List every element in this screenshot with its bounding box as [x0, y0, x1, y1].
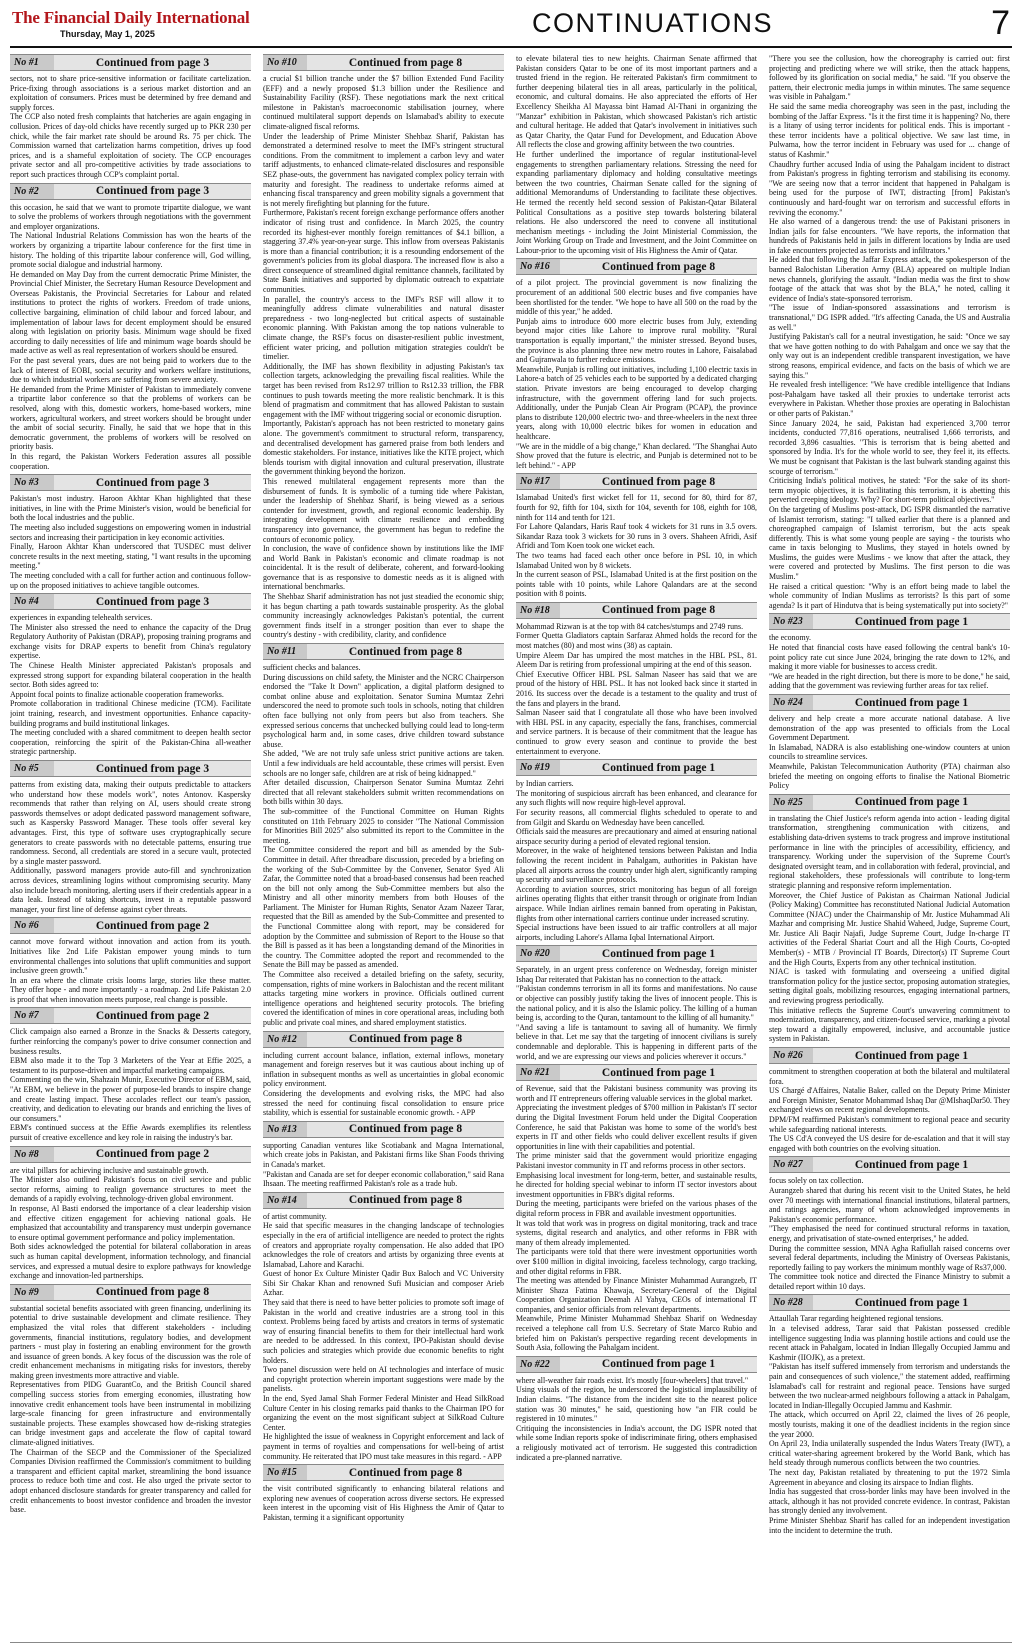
story-paragraph: Click campaign also earned a Bronze in the Snacks & Desserts category, further reinforcing the company's power to drive consumer connection and business results. [10, 1027, 251, 1056]
story-paragraph: US Chargé d'Affaires, Natalie Baker, called on the Deputy Prime Minister and Foreign Minister, Senator Mohammad Ishaq Dar @MIshaqDar50. They exchanged views on recent regional developments. [769, 1086, 1010, 1115]
story-paragraph: Justifying Pakistan's call for a neutral investigation, he said: "Once we say that we have gotten nothing to do with Pahalgam and once we say that the only way out is an independent credible transparent investigation, we have strong reasons, empirical evidence, and facts on the basis of which we are saying this." [769, 332, 1010, 380]
story-paragraph: Moreover, the Chief Justice of Pakistan as Chairman National Judicial (Policy Making) Committee has reconstituted National Judicial Automation Committee (NJAC) under the Chairmanship of Mr. Justice Muhammad Ali Mazhar and comprising Mr. Justice Shahid Waheed, Judge, Supreme Court, Mr. Justice Ali Baqir Najafi, Judge Supreme Court, Judge In-charge IT activities of the Federal Shariat Court and all the High Courts, Co-opted Member(s) - MTB / Provincial IT Boards, Director(s) IT Supreme Court and the High Courts, Experts from any other technical institution. [769, 890, 1010, 967]
story-header [10, 474, 251, 491]
story-paragraph: During the committee session, MNA Agha Rafiullah raised concerns over several federal departments, including the Ministry of Overseas Pakistanis, reportedly failing to pay workers the minimum monthly wage of Rs37,000. [769, 1243, 1010, 1272]
story-number: No #4 [10, 594, 54, 609]
story-number: No #9 [10, 1285, 54, 1300]
continued-from-label: Continued from page 8 [95, 1286, 210, 1299]
story-paragraph: The Committee considered the report and bill as amended by the Sub-Committee in detail. After threadbare discussion, preceded by a briefing on the working of the Sub-Committee by the Convener, Senator Syed Ali Zafar, the Committee noted that a broad-based consensus had been reached on the bill not only among the Sub-Committee members but also the Ministry and all other minority members from both Houses of the Parliament. The Minister for Human Rights, Senator Azam Nazeer Tarar, requested that the Bill as amended by the Sub-Committee and presented to the Functional Committee along with report, may be considered for adoption by the Committee and submission of Report to the House so that the Bill is passed as it has been a longstanding demand of the Minorities in the country. The Committee adopted the report and recommended to the Senate the Bill may be passed as amended. [263, 845, 504, 970]
story-paragraph: In a televised address, Tarar said that Pakistan possessed credible intelligence suggesting India was planning hostile actions and could use the recent attack in Pahalgam, located in Indian Illegally Occupied Jammu and Kashmir (IIOJK), as a pretext. [769, 1324, 1010, 1362]
story-paragraph: in translating the Chief Justice's reform agenda into action - leading digital transformation, strengthening communication with citizens, and establishing data-driven systems to track progress and improve institutional performance in line with the principles of accessibility, efficiency, and transparency. Working under the supervision of the Supreme Court's designated oversight team, and in collaboration with federal, provincial, and regional stakeholders, these professionals will contribute to long-term strategic planning and responsive reform implementation. [769, 813, 1010, 890]
story-paragraph: Furthermore, Pakistan's recent foreign exchange performance offers another indicator of rising trust and confidence. In March 2025, the country recorded its highest-ever monthly foreign remittances of $4.1 billion, a staggering 37.4% year-on-year surge. This inflow from overseas Pakistanis is more than a financial contribution; it is a resounding endorsement of the government's policies from its global diaspora. The increased flow is also a direct consequence of streamlined digital remittance channels, facilitated by State Bank initiatives and supported by diplomatic outreach to expatriate communities. [263, 208, 504, 295]
story-paragraph: EBM's continued success at the Effie Awards exemplifies its relentless pursuit of creative excellence and key role in raising the industry's bar. [10, 1123, 251, 1142]
story-number: No #10 [263, 55, 307, 70]
story-paragraph: During the meeting, participants were briefed on the various phases of the digital reform process in FBR and available investment opportunities. [516, 1199, 757, 1218]
story-paragraph: Chief Executive Officer HBL PSL Salman Naseer has said that we are proud of the history of HBL PSL. It has not looked back since it started in 2016. Its success over the decade is a testament to the quality and trust of the fans and players in the brand. [516, 669, 757, 708]
story-paragraph: of artist community. [263, 1211, 327, 1221]
continued-from-label: Continued from page 2 [95, 919, 210, 932]
story-paragraph: Both sides acknowledged the potential for bilateral collaboration in areas such as human capital development, information technology, and financial services, and expressed a mutual desire to explore pathways for knowledge exchange and innovation-led partnerships. [10, 1242, 251, 1281]
story-paragraph: DPM/FM reaffirmed Pakistan's commitment to regional peace and security while safeguarding national interests. [769, 1114, 1010, 1134]
story-paragraph: Additionally, the IMF has shown flexibility in adjusting Pakistan's tax collection targets, acknowledging the prevailing fiscal realities. While the target has been revised from Rs12.97 trillion to Rs12.33 trillion, the FBR continues to push towards meeting the more realistic benchmark. It is this blend of pragmatism and commitment that has allowed Pakistan to sustain engagement with the IMF without triggering social or economic disruption. [263, 361, 504, 419]
story-header [769, 794, 1010, 811]
story-paragraph: He raised a critical question: "Why is an effort being made to label the whole community of Indian Muslims as terrorists? Is this part of some agenda? Is it part of Hindutva that is being systematically put into society?" [769, 581, 1010, 610]
story-body [10, 494, 251, 590]
story [263, 1121, 504, 1189]
story-paragraph: The two teams had faced each other once before in PSL 10, in which Islamabad United won by 8 wickets. [516, 550, 757, 570]
continued-from-label: Continued from page 8 [601, 475, 716, 488]
story-paragraph: The meeting concluded with a call for further action and continuous follow-up on the proposed initiatives to achieve tangible outcomes. [10, 570, 251, 590]
story-paragraph: are vital pillars for achieving inclusive and sustainable growth. [10, 1165, 209, 1175]
story-paragraph: The Committee also received a detailed briefing on the safety, security, compensation, rights of mine workers in Balochistan and the recent militant attacks targeting mine workers in province. Officials outlined current intelligence operations and heightened security protocols. The briefing covered the identification of mines in core operational areas, including both public and private coal mines, and shared employment statistics. [263, 970, 504, 1027]
story-paragraph: The committee took notice and directed the Finance Ministry to submit a detailed report within 10 days. [769, 1272, 1010, 1291]
story-number: No #21 [516, 1065, 560, 1080]
story-paragraph: It was told that work was in progress on digital monitoring, track and trace systems, digital research and analytics, and other reforms in FBR with many of them already implemented. [516, 1218, 757, 1247]
story-paragraph: The prime minister said that the government would prioritize engaging Pakistani investor community in IT and reforms process in other sectors. [516, 1151, 757, 1170]
story-paragraph: He said the same media choreography was seen in the past, including the bombing of the Jaffar Express. "Is it the first time it is happening? No, there is a litany of using terror incidents for political ends. This is important - these terror incidents have a political objective. We saw last time, in Pulwama, how the terror incident in February was used for ... change of status of Kashmir." [769, 101, 1010, 159]
story [516, 54, 757, 255]
story-body [516, 965, 757, 1061]
story-header [263, 1192, 504, 1209]
story-body [516, 779, 757, 942]
story-body [263, 1212, 504, 1461]
story-paragraph: Since January 2024, he said, Pakistan had experienced 3,700 terror incidents, conducted 77,816 operations, neutralised 1,666 terrorists, and recorded 3,896 casualties. "This is terrorism that is being abetted and sponsored by India. It's for the whole world to see, they feel it, its effects. We must be cognisant that Pakistan is the last bulwark standing against this scourge of terrorism." [769, 418, 1010, 476]
continued-from-label: Continued from page 1 [601, 761, 716, 774]
story-paragraph: Prime Minister Shehbaz Sharif has called for an independent investigation into the incident to determine the truth. [769, 1515, 1010, 1535]
story-header [769, 1047, 1010, 1064]
story-paragraph: cannot move forward without innovation and action from its youth. Initiatives like 2nd Life Pakistan empower young minds to turn environmental challenges into solutions that uplift communities and support inclusive green growth." [10, 937, 251, 976]
story [10, 474, 251, 590]
story-header [10, 183, 251, 200]
story-paragraph: the visit contributed significantly to enhancing bilateral relations and exploring new avenues of cooperation across diverse sectors. He expressed keen interest in the upcoming visit of His Highness the Amir of Qatar to Pakistan, terming it a significant opportunity [263, 1484, 504, 1522]
continued-from-label: Continued from page 8 [348, 56, 463, 69]
story-header [10, 593, 251, 610]
story-paragraph: He said that specific measures in the changing landscape of technologies especially in the era of artificial intelligence are needed to protect the rights of creators and appropriate royalty compensation. He also added that IPO acknowledges the role of creators and artists by organizing three events at Islamabad, Lahore and Karachi. [263, 1221, 504, 1269]
story [769, 1156, 1010, 1291]
story-paragraph: patterns from existing data, making their outputs predictable to attackers who understand how these models work", notes Antonov. Kaspersky recommends that rather than relying on AI, users should create strong passwords themselves or adopt dedicated password management software, such as Kaspersky Password Manager. These tools offer several key advantages. First, this type of software uses cryptographically secure generators to create passwords with no detectable patterns, ensuring true randomness. Second, all credentials are stored in a secure vault, protected by a single master password. [10, 780, 251, 866]
story-number: No #17 [516, 474, 560, 489]
continued-from-label: Continued from page 1 [854, 1158, 969, 1171]
story-paragraph: "We are in the middle of a big change," Khan declared. "The Shanghai Auto Show proved that the future is electric, and Punjab is determined not to be left behind." - APP [516, 441, 757, 470]
story-number: No #14 [263, 1193, 307, 1208]
story-number: No #5 [10, 761, 54, 776]
story-number: No #25 [769, 795, 813, 810]
footer-rule [10, 1642, 1012, 1643]
story-header [516, 759, 757, 776]
story-paragraph: He also warned of a dangerous trend: the use of Pakistani prisoners in Indian jails for false encounters. "We have reports, the information that hundreds of Pakistanis held in jails in different locations by India are used in fake encounters projected as terrorists and infiltrators." [769, 217, 1010, 255]
story [10, 760, 251, 914]
story-paragraph: In conclusion, the wave of confidence shown by institutions like the IMF and World Bank in Pakistan's economic and climate roadmap is not coincidental. It is the result of deliberate, coherent, and forward-looking governance that is as responsive to domestic needs as it is aligned with international benchmarks. [263, 544, 504, 592]
story [263, 643, 504, 1028]
story-number: No #11 [263, 644, 307, 659]
story-paragraph: He demanded on May Day from the current democratic Prime Minister, the Provincial Chief Minister, the Secretary Human Resource Development and Overseas Pakistanis, the Provincial Secretaries for Labour and related institutions to protect the rights of workers. Freedom of trade unions, collective bargaining, elimination of child labour and forced labour, and implementation of labour laws for decent employment should be ensured along with legislation on priority basis. Minimum wage should be fixed according to daily necessities of life and minimum wage boards should be made active as well as real representation of workers should be ensured. [10, 269, 251, 356]
story-paragraph: delivery and help create a more accurate national database. A live demonstration of the app was presented to officials from the Local Government Department. [769, 714, 1010, 743]
story-paragraph: In Islamabad, NADRA is also establishing one-window counters at union councils to streamline services. [769, 742, 1010, 762]
story-paragraph: In an era where the climate crisis looms large, stories like these matter. They offer hope - and more importantly - a roadmap. 2nd Life Pakistan 2.0 is proof that when innovation meets purpose, real change is possible. [10, 975, 251, 1004]
continued-from-label: Continued from page 8 [348, 1194, 463, 1207]
story-paragraph: Additionally, password managers provide auto-fill and synchronization across devices, streamlining logins without compromising security. Many also include breach monitoring, alerting users if their credentials appear in a data leak. Instead of taking shortcuts, invest in a reputable password manager, your first line of defense against cyber threats. [10, 866, 251, 914]
story-body [769, 633, 1010, 691]
continued-from-label: Continued from page 1 [854, 796, 969, 809]
story-header [10, 760, 251, 777]
story-paragraph: Former Quetta Gladiators captain Sarfaraz Ahmed holds the record for the most matches (80) and most wins (38) as captain. [516, 631, 757, 651]
story-body [10, 203, 251, 472]
continued-from-label: Continued from page 1 [854, 1049, 969, 1062]
story-body [263, 1051, 504, 1118]
continued-from-label: Continued from page 3 [95, 595, 210, 608]
story-number: No #20 [516, 946, 560, 961]
continued-from-label: Continued from page 2 [95, 1009, 210, 1022]
story-body [10, 613, 251, 757]
story-paragraph: The Chairman of the SECP and the Commissioner of the Specialized Companies Division reaffirmed the Commission's commitment to building a transparent and efficient capital market, streamlining the bond issuance process to reduce both time and cost. He also urged the private sector to adopt enhanced disclosure standards for greater transparency and called for credit enhancements to boost investor confidence and broaden the investor base. [10, 1447, 251, 1515]
story-body [263, 74, 504, 640]
column-2 [263, 54, 504, 1639]
paper-name: The Financial Daily International [12, 8, 250, 27]
story-header [263, 643, 504, 660]
story-header [10, 917, 251, 934]
continued-from-label: Continued from page 3 [95, 185, 210, 198]
story-number: No #27 [769, 1157, 813, 1172]
story-paragraph: Appreciating the investment pledges of $700 million in Pakistan's IT sector during the Digital Investment Forum held under the Digital Cooperation Conference, he said that Pakistan was home to some of the world's best experts in IT and other fields who could deliver excellent results if given opportunities in line with their capabilities and potential. [516, 1103, 757, 1151]
story-body [516, 493, 757, 599]
story-paragraph: The Minister also stressed the need to enhance the capacity of the Drug Regulatory Authority of Pakistan (DRAP), proposing training programs and exchange visits for DRAP experts to benefit from China's regulatory expertise. [10, 622, 251, 661]
story [769, 1294, 1010, 1535]
story-paragraph: experiences in expanding telehealth services. [10, 613, 153, 623]
story-body [516, 1376, 757, 1462]
story [516, 258, 757, 470]
story-paragraph: Aurangzeb shared that during his recent visit to the United States, he held over 70 meetings with international financial institutions, bilateral partners, and ratings agencies, many of whom acknowledged improvements in Pakistan's economic performance. [769, 1185, 1010, 1224]
story-paragraph: "Pakistan condemns terrorism in all its forms and manifestations. No cause or objective can possibly justify taking the lives of innocent people. This is the national policy, and it is also the Islamic policy. The killing of a human being is, according to the Quran, tantamount to the killing of all humanity." [516, 984, 757, 1023]
story-number: No #1 [10, 55, 54, 70]
story-paragraph: According to aviation sources, strict monitoring has begun of all foreign airlines operating flights that either transit through or originate from Indian airspace. While Indian airlines remain banned from operating in Pakistan, flights from other international carriers continue under increased scrutiny. [516, 884, 757, 923]
story-header [516, 473, 757, 490]
story [10, 1146, 251, 1281]
continued-from-label: Continued from page 1 [601, 947, 716, 960]
column-4 [769, 54, 1010, 1639]
story-paragraph: Officials said the measures are precautionary and aimed at ensuring national airspace security during a period of elevated regional tension. [516, 827, 757, 846]
story-paragraph: The sub-committee of the Functional Committee on Human Rights constituted on 11th February 2025 to consider "The National Commission for Minorities Bill 2025" also submitted its report to the Committee in the meeting. [263, 806, 504, 845]
story-paragraph: Using visuals of the region, he underscored the logistical implausibility of Indian claims. "The distance from the incident site to the nearest police station was 30 minutes," he said, questioning how "an FIR could be registered in 10 minutes." [516, 1385, 757, 1424]
continued-from-label: Continued from page 8 [601, 260, 716, 273]
story-paragraph: The National Industrial Relations Commission has won the hearts of the workers by organizing a tripartite labour conference for the first time in history. The holding of this tripartite labour conference will, God willing, promote social dialogue and industrial harmony. [10, 231, 251, 270]
story-header [769, 613, 1010, 630]
story-number: No #19 [516, 760, 560, 775]
story-body [10, 1304, 251, 1515]
story-paragraph: The Minister also outlined Pakistan's focus on civil service and public sector reforms, aiming to realign governance structures to meet the demands of a rapidly evolving, technology-driven global environment. [10, 1175, 251, 1204]
story-paragraph: They said that there is need to have better policies to promote soft image of Pakistan in the world and creative industries are a strong tool in this context. Problems being faced by artists and creators in terms of systematic way of ensuring financial benefits to them for their intellectual hard work are needed to be addressed. In this context, IPO-Pakistan should devise such policies and strategies which provide due economic benefits to right holders. [263, 1298, 504, 1365]
story [10, 183, 251, 472]
story-paragraph: supporting Canadian ventures like Scotiabank and Magna International, which create jobs in Pakistan, and Pakistani firms like Shan Foods thriving in Canada's market. [263, 1140, 504, 1169]
story-paragraph: "Pakistan has itself suffered immensely from terrorism and understands the pain and consequences of such violence," the statement added, reaffirming Islamabad's call for restraint and regional peace. Tensions have surged between the two nuclear-armed neighbours following a attack in Pahalgam, located in Indian-Illegally Occupied Jammu and Kashmir. [769, 1362, 1010, 1410]
story-paragraph: EBM also made it to the Top 3 Marketers of the Year at Effie 2025, a testament to its purpose-driven and impactful marketing campaigns. [10, 1056, 251, 1075]
story-number: No #22 [516, 1357, 560, 1372]
story-paragraph: Considering the developments and evolving risks, the MPC had also stressed the need for continuing fiscal consolidation to ensure price stability, which is essential for sustainable economic growth. - APP [263, 1088, 504, 1118]
story-paragraph: After detailed discussion, Chairperson Senator Sumina Mumtaz Zehri directed that all relevant stakeholders submit written recommendations on both bills within 30 days. [263, 778, 504, 807]
story-paragraph: Salman Naseer said that I congratulate all those who have been involved with HBL PSL in any capacity, especially the fans, franchises, commercial and service partners. It is because of their commitment that the league has continued to grow every season and continue to provide the best entertainment to everyone. [516, 708, 757, 756]
story [263, 1464, 504, 1522]
story [10, 1284, 251, 1515]
continued-from-label: Continued from page 8 [348, 1033, 463, 1046]
story-paragraph: The meeting also included suggestions on empowering women in industrial sectors and increasing their participation in key economic activities. [10, 522, 251, 542]
story-paragraph: Chaudhry further accused India of using the Pahalgam incident to distract from Pakistan's progress in fighting terrorism and stabilising its economy. "We are seeing now that a terror incident that happened in Pahalgam is being used for the purpose of IWT, distracting [from] Pakistan's continuously and hard-fought war on terrorism and successful efforts in reviving the economy." [769, 159, 1010, 217]
story-header [516, 602, 757, 619]
story-number: No #23 [769, 614, 813, 629]
story [10, 593, 251, 757]
story-paragraph: In the end, Syed Jamal Shah Former Federal Minister and Head SilkRoad Culture Center in his closing remarks paid thanks to the Chairman IPO for organizing the event on the most significant subject at SilkRoad Culture Center. [263, 1394, 504, 1432]
story-paragraph: the economy. [769, 633, 811, 643]
continued-from-label: Continued from page 1 [854, 1296, 969, 1309]
story-paragraph: Meanwhile, Prime Minister Muhammad Shehbaz Sharif on Wednesday received a telephone call from U.S. Secretary of State Marco Rubio and briefed him on Pakistan's perspective regarding recent developments in South Asia, following the Pahalgam incident. [516, 1314, 757, 1353]
story-header [263, 1464, 504, 1481]
continued-from-label: Continued from page 3 [95, 476, 210, 489]
story-body [263, 663, 504, 1028]
story-paragraph: "There you see the collusion, how the choreography is carried out: first projecting and predicting where we will strike, then the attack happens, followed by its glorification on social media," he said. "If you observe the pattern, their electronic media jumps in within minutes. The same sequence was visible in Pahalgam." [769, 54, 1010, 102]
story-paragraph: The CCP also noted fresh complaints that hatcheries are again engaging in collusion. Prices of day-old chicks have recently surged up to PKR 230 per chick, while the fair market rate should be around Rs. 75 per chick. The Commission warned that cartelization harms competition, drives up food prices, and is a shameful exploitation of society. The CCP encourages private sector and all pro-competitive activities by trade associations to report such practices through CCP's complaint portal. [10, 112, 251, 179]
page-number: 7 [991, 4, 1010, 42]
story-paragraph: The Chinese Health Minister appreciated Pakistan's proposals and expressed strong support for expanding bilateral cooperation in the health sector. Both sides agreed to: [10, 661, 251, 690]
story-body [769, 54, 1010, 610]
story [516, 473, 757, 599]
story-body [516, 1084, 757, 1353]
story-paragraph: Critiquing the inconsistencies in India's account, the DG ISPR noted that while some Indian reports spoke of indiscriminate firing, others emphasised a religiously motivated act of terrorism. He suggested this contradiction indicated a pre-planned narrative. [516, 1423, 757, 1462]
story-paragraph: "The issue of Indian-sponsored assassinations and terrorism is transnational," DG ISPR added. "It's affecting Canada, the US and Australia as well." [769, 303, 1010, 332]
story-body [769, 1067, 1010, 1153]
masthead-rule [10, 46, 1012, 48]
story-paragraph: Under the leadership of Prime Minister Shehbaz Sharif, Pakistan has demonstrated a determined resolve to meet the IMF's stringent structural conditions. From the commitment to implement a carbon levy and water tariff adjustments, to enhanced climate-related disclosures and responsible SEZ phase-outs, the government has navigated complex policy terrain with maturity and foresight. The readiness to undertake reforms aimed at enhancing fiscal transparency and green mobility signals a government that is not merely firefighting but planning for the future. [263, 131, 504, 208]
page-columns [10, 54, 1012, 1639]
story-body [10, 74, 251, 180]
story-header [769, 1156, 1010, 1173]
story [769, 694, 1010, 791]
story-paragraph: a crucial $1 billion tranche under the $7 billion Extended Fund Facility (EFF) and a newly proposed $1.3 billion under the Resilience and Sustainability Facility (RSF). These negotiations mark the next critical milestone in Pakistan's macroeconomic stabilisation journey, where continued multilateral support depends on Islamabad's ability to execute climate-aligned fiscal reforms. [263, 74, 504, 131]
story-paragraph: including current account balance, inflation, external inflows, monetary management and foreign reserves but it was cautious about inching up of inflation in subsequent months as well as uncertainties in global economic policy environment. [263, 1050, 504, 1089]
story-header [263, 54, 504, 71]
story-paragraph: Umpire Aleem Dar has umpired the most matches in the HBL PSL, 81. Aleem Dar is retiring from professional umpiring at the end of this season. [516, 650, 757, 670]
story-paragraph: During discussions on child safety, the Minister and the NCRC Chairperson endorsed the "Take It Down" application, a digital platform designed to combat online abuse and exploitation. Senator Sumina Mumtaz Zehri underscored the need to promote such tools in schools, noting that children often face bullying not only from peers but also from teachers. She expressed serious concerns that unchecked bullying could lead to long-term psychological harm and, in some cases, drive children toward substance abuse. [263, 672, 504, 749]
story-paragraph: of Revenue, said that the Pakistani business community was proving its worth and IT entrepreneurs offering valuable services in the global market. [516, 1084, 757, 1103]
story [263, 1192, 504, 1461]
story-paragraph: where all-weather fair roads exist. It's mostly [four-wheelers] that travel." [516, 1375, 749, 1385]
story-paragraph: For the past several years, dues are not being paid to workers due to the lack of interest of EOBI, social security and workers welfare institutions, due to which industrial workers are suffering from severe anxiety. [10, 356, 251, 385]
story-paragraph: by Indian carriers. [516, 779, 574, 789]
story [516, 945, 757, 1061]
story-paragraph: Guest of honor Ex Culture Minister Qadir Bux Baloch and VC University Sibi Sir Chakar Khan and renowned Sufi Musician and composer Arieb Azhar. [263, 1269, 504, 1298]
story-number: No #7 [10, 1008, 54, 1023]
story-paragraph: For security reasons, all commercial flights scheduled to operate to and from Gilgit and Skardu on Wednesday have been cancelled. [516, 807, 757, 827]
story [263, 1031, 504, 1118]
story-paragraph: commitment to strengthen cooperation at both the bilateral and multilateral fora. [769, 1067, 1010, 1086]
story-paragraph: "Pakistan and Canada are set for deeper economic collaboration," said Rana Ihsaan. The meeting reaffirmed Pakistan's role as a trade hub. [263, 1169, 504, 1189]
story [263, 54, 504, 640]
continued-from-label: Continued from page 8 [348, 1123, 463, 1136]
story-paragraph: He revealed fresh intelligence: "We have credible intelligence that Indians post-Pahalgam have tasked all their proxies to undertake terrorist acts everywhere in Pakistan. Whether those proxies are operating in Balochistan or other parts of Pakistan." [769, 380, 1010, 418]
story-paragraph: Appoint focal points to finalize actionable cooperation frameworks. [10, 689, 224, 699]
story [769, 794, 1010, 1044]
story-paragraph: The meeting was attended by Finance Minister Muhammad Aurangzeb, IT Minister Shaza Fatima Khawaja, Secretary-General of the Digital Cooperation Organization Deemah Al Yahya, CEOs of international IT companies, and senior officials from relevant departments. [516, 1276, 757, 1314]
story-paragraph: In parallel, the country's access to the IMF's RSF will allow it to meaningfully address climate vulnerabilities and natural disaster preparedness - two long-neglected but critical aspects of sustainable economic planning. With Pakistan among the top nations vulnerable to climate change, the RSF's focus on disaster-resilient public investment, efficient water pricing, and pollution mitigation strategies couldn't be timelier. [263, 294, 504, 362]
story-body [516, 622, 757, 756]
story-body [769, 814, 1010, 1044]
story-body [516, 54, 757, 255]
story-paragraph: He further underlined the importance of regular institutional-level engagements to strengthen parliamentary relations. Stressing the need for expanding parliamentary diplomacy and holding consultative meetings between the two countries, Chairman Senate called for the signing of additional Memorandums of Understanding to facilitate these objectives. He termed the recently held second session of Pakistan-Qatar Bilateral Political Consultations as a positive step towards bolstering bilateral relations. He also underscored the need to convene all institutional mechanism meetings - including the Joint Ministerial Commission, the Joint Working Group on Trade and Investment, and the Joint Committee on Labour-prior to the upcoming visit of His Highness the Amir of Qatar. [516, 149, 757, 255]
story-body [263, 1141, 504, 1189]
story-number: No #12 [263, 1032, 307, 1047]
story-header [263, 1031, 504, 1048]
continued-from-label: Continued from page 2 [95, 1148, 210, 1161]
story-paragraph: substantial societal benefits associated with green financing, underlining its potential to drive sustainable development and climate resilience. They emphasized the vital roles that different stakeholders - including governments, financial institutions, regulatory bodies, and development partners - must play in fostering an enabling environment for the growth and issuance of green bonds. A key focus of the discussion was the role of credit enhancement mechanisms in mitigating risks for investors, thereby making green investments more attractive and viable. [10, 1303, 251, 1380]
story-paragraph: Meanwhile, Pakistan Telecommunication Authority (PTA) chairman also briefed the meeting on ongoing efforts to finalise the National Biometric Policy [769, 761, 1010, 791]
story-header [516, 258, 757, 275]
story-paragraph: On April 23, India unilaterally suspended the Indus Waters Treaty (IWT), a critical water-sharing agreement brokered by the World Bank, which has held steady through numerous conflicts between the two countries. [769, 1439, 1010, 1468]
story-paragraph: Mohammad Rizwan is at the top with 84 catches/stumps and 2749 runs. [516, 621, 744, 631]
continued-from-label: Continued from page 1 [854, 696, 969, 709]
story-paragraph: The meeting concluded with a shared commitment to deepen health sector cooperation, reinforcing the spirit of the Pakistan-China all-weather strategic partnership. [10, 728, 251, 757]
story [516, 602, 757, 756]
story-paragraph: sufficient checks and balances. [263, 663, 361, 673]
story-paragraph: sectors, not to share price-sensitive information or facilitate cartelization. Price-fixing through associations is a serious market distortion and an exploitation of consumers. Prices must be determined by free demand and supply forces. [10, 74, 251, 112]
story-paragraph: In this regard, the Pakistan Workers Federation assures all possible cooperation. [10, 451, 251, 471]
column-3 [516, 54, 757, 1639]
story-paragraph: Promote collaboration in traditional Chinese medicine (TCM). Facilitate joint training, research, and investment opportunities. Enhance capacity-building programs and build institutional linkages. [10, 699, 251, 728]
story-paragraph: Separately, in an urgent press conference on Wednesday, foreign minister Ishaq Dar reiterated that Pakistan has no connection to the attack. [516, 965, 757, 984]
story-paragraph: Special instructions have been issued to air traffic controllers at all major airports, including Lahore's Allama Iqbal International Airport. [516, 923, 757, 942]
story-header [516, 1356, 757, 1373]
story-paragraph: On the targeting of Muslims post-attack, DG ISPR dismantled the narrative of Islamist terrorism, stating: "I talked earlier that there is a planned and choreographed campaign of Islamist terrorism, but the acts speak differently. This is what some young people are saying - the tourists who came in taxis belonging to Muslims, they stayed in hotels owned by Muslims, the guides were Muslims - we know that after the attack, they were covered and protected by Muslims. The first person to die was Muslim." [769, 504, 1010, 582]
story [10, 917, 251, 1004]
story-number: No #24 [769, 695, 813, 710]
story-number: No #2 [10, 184, 54, 199]
story-paragraph: Punjab aims to introduce 600 more electric buses from July, extending beyond major cities like Lahore to improve rural mobility. "Rural transportation is equally important," the minister stressed. Beyond buses, the province is also planning three new metro routes in Lahore, Faisalabad and Gujranwala to further reduce emissions. [516, 316, 757, 365]
story-paragraph: This initiative reflects the Supreme Court's unwavering commitment to modernization, transparency, and citizen-focused service, marking a pivotal step toward a digitally empowered, inclusive, and accountable justice system in Pakistan. [769, 1005, 1010, 1044]
story-paragraph: Islamabad United's first wicket fell for 11, second for 80, third for 87, fourth for 92, fifth for 104, sixth for 104, seventh for 108, eighth for 108, ninth for 114 and tenth for 121. [516, 493, 757, 522]
story-paragraph: "We are headed in the right direction, but there is more to be done," he said, adding that the government was reviewing further areas for tax relief. [769, 671, 1010, 691]
story-paragraph: NJAC is tasked with formulating and overseeing a unified digital transformation policy for the justice sector, proposing automation strategies, setting digital goals, mobilizing resources, engaging international partners, and reviewing progress periodically. [769, 967, 1010, 1006]
story [516, 1356, 757, 1462]
story-paragraph: focus solely on tax collection. [769, 1176, 864, 1186]
story-paragraph: The monitoring of suspicious aircraft has been enhanced, and clearance for any such flights will now require high-level approval. [516, 788, 757, 808]
story-paragraph: this occasion, he said that we want to promote tripartite dialogue, we want to solve the problems of workers through negotiations with the government and employer organizations. [10, 202, 251, 231]
column-1 [10, 54, 251, 1639]
story-paragraph: For Lahore Qalandars, Haris Rauf took 4 wickets for 31 runs in 3.5 overs. Sikandar Raza took 3 wickets for 30 runs in 3 overs. Shaheen Afridi, Asif Afridi and Tom Koen took one wicket each. [516, 522, 757, 551]
story-header [10, 1007, 251, 1024]
story-paragraph: Finally, Haroon Akhtar Khan underscored that TUSDEC must deliver concrete results in the next meeting, stating, "I want results in the upcoming meeting." [10, 542, 251, 571]
story-paragraph: Meanwhile, Punjab is rolling out initiatives, including 1,100 electric taxis in Lahore-a batch of 25 vehicles each to be supported by a dedicated charging station. Private investors are being encouraged to develop charging infrastructure, with the government offering land for such projects. Additionally, under the Punjab Clean Air Program (PCAP), the province plans to distribute 120,000 electric two- and three-wheelers in the next three years, along with 10,000 electric bikes for women in education and healthcare. [516, 364, 757, 441]
story-paragraph: Pakistan's most industry. Haroon Akhtar Khan highlighted that these initiatives, in line with the Prime Minister's vision, would be beneficial for both the local industries and the public. [10, 494, 251, 523]
continued-from-label: Continued from page 8 [348, 1466, 463, 1479]
story-body [516, 278, 757, 470]
continued-from-label: Continued from page 8 [348, 645, 463, 658]
story-number: No #28 [769, 1295, 813, 1310]
story-paragraph: In response, Al Basti endorsed the importance of a clear leadership vision and effective citizen engagement for achieving national goals. He emphasized that accountability and transparency must underpin governance to ensure optimal government performance and policy implementation. [10, 1203, 251, 1242]
masthead [10, 6, 1012, 42]
story-header [10, 1146, 251, 1163]
story-paragraph: He demanded from the Prime Minister of Pakistan to immediately convene a tripartite labor conference so that the problems of workers can be resolved, along with this, domestic workers, home-based workers, mine workers, agricultural workers, and street workers should be brought under the ambit of social security. Finally, he said that we hope that in this democratic government, the problems of workers will be resolved on priority basis. [10, 384, 251, 452]
story-paragraph: The attack, which occurred on April 22, claimed the lives of 26 people, mostly tourists, making it one of the deadliest incidents in the region since the year 2000. [769, 1410, 1010, 1439]
story [10, 54, 251, 180]
story-paragraph: "They emphasised the need for continued structural reforms in taxation, energy, and privatisation of state-owned enterprises," he added. [769, 1224, 1010, 1243]
story-body [10, 780, 251, 914]
story-body [769, 714, 1010, 791]
story [516, 1064, 757, 1353]
story-number: No #26 [769, 1048, 813, 1063]
story-number: No #3 [10, 475, 54, 490]
story-body [10, 937, 251, 1004]
story-header [769, 694, 1010, 711]
continued-from-label: Continued from page 1 [601, 1358, 716, 1371]
story-paragraph: She added, "We are not truly safe unless strict punitive actions are taken. Until a few individuals are held accountable, these crimes will persist. Even schools are no longer safe, children are at risk of being kidnapped." [263, 749, 504, 778]
story [516, 759, 757, 942]
story-paragraph: This renewed multilateral engagement represents more than the disbursement of funds. It is symbolic of a turning tide where Pakistan, under the leadership of Shehbaz Sharif, is being viewed as a serious contender for investment, growth, and regional economic leadership. By integrating development with climate resilience and embedding transparency into governance, the government has begun to redefine the contours of economic policy. [263, 476, 504, 544]
story-paragraph: Importantly, Pakistan's approach has not been restricted to monetary gains alone. The government's commitment to structural reform, transparency, and decentralised development has garnered praise from both lenders and domestic stakeholders. For instance, initiatives like the KITE project, which blends tourism with digital innovation and cultural preservation, illustrate the government thinking beyond the horizon. [263, 419, 504, 477]
story-number: No #15 [263, 1465, 307, 1480]
story-header [516, 1064, 757, 1081]
story-paragraph: Two panel discussion were held on AI technologies and interface of music and copyright protection wherein important suggestions were made by the panelists. [263, 1365, 504, 1394]
story-paragraph: He added that following the Jaffar Express attack, the spokesperson of the banned Balochistan Liberation Army (BLA) appeared on multiple Indian news channels, glorifying the assault. "Indian media was the first to show footage of the attack that was shot by the BLA," he noted, calling it evidence of India's state-sponsored terrorism. [769, 255, 1010, 303]
story [10, 1007, 251, 1142]
story-paragraph: Representatives from PIDG GuarantCo, and the British Council shared compelling success stories from emerging economies, illustrating how innovative credit enhancement tools have been instrumental in mobilizing large-scale financing for green infrastructure and environmentally sustainable projects. These examples showcased how de-risking strategies can bridge investment gaps and accelerate the flow of capital toward climate-aligned initiatives. [10, 1380, 251, 1448]
story [769, 54, 1010, 610]
story-paragraph: The next day, Pakistan retaliated by threatening to put the 1972 Simla Agreement in abeyance and closing its airspace to Indian flights. [769, 1467, 1010, 1487]
story-paragraph: The participants were told that there were investment opportunities worth over $100 million in digital invoicing, faceless technology, cargo tracking, and other digital reforms in FBR. [516, 1247, 757, 1276]
story-paragraph: of a pilot project. The provincial government is now finalizing the procurement of an additional 500 electric buses and five companies have been shortlisted for the tender. "We hope to have all 500 on the road by the middle of this year," he added. [516, 278, 757, 317]
story-paragraph: He noted that financial costs have eased following the central bank's 10-point policy rate cut since June 2024, bringing the rate down to 12%, and making it more viable for businesses to access credit. [769, 643, 1010, 672]
story [769, 613, 1010, 691]
section-title: CONTINUATIONS [532, 8, 773, 38]
story-paragraph: In the current season of PSL, Islamabad United is at the first position on the points table with 10 points, while Lahore Qalandars are at the second position with 8 points. [516, 570, 757, 599]
continued-from-label: Continued from page 1 [601, 1066, 716, 1079]
story-paragraph: Emphasising local investment for long-term, better, and sustainable results, he directed for holding special webinar to inform IT sector investors about investment opportunities in FBR's digital reforms. [516, 1170, 757, 1199]
story-body [769, 1176, 1010, 1291]
story-number: No #6 [10, 918, 54, 933]
story-paragraph: The US Cd'A conveyed the US desire for de-escalation and that it will stay engaged with both countries on the evolving situation. [769, 1134, 1010, 1153]
story [769, 1047, 1010, 1153]
story-paragraph: to elevate bilateral ties to new heights. Chairman Senate affirmed that Pakistan considers Qatar to be one of its most important partners and a trusted friend in the region. He reiterated Pakistan's firm commitment to further deepening bilateral ties in all areas, particularly in the political, economic, and cultural domains. He also appreciated the efforts of Her Excellency Sheikha Al Mayassa bint Hamad Al-Thani in organizing the "Manzar" exhibition in Pakistan, which showcased Pakistan's rich artistic and cultural heritage. He added that Qatar's involvement in initiatives such as Qatar Charity, the Qatar Fund for Development, and Education Above All reflects the close and growing affinity between the two countries. [516, 54, 757, 150]
issue-date: Thursday, May 1, 2025 [60, 29, 155, 39]
story-header [769, 1294, 1010, 1311]
story-number: No #8 [10, 1147, 54, 1162]
story-body [10, 1166, 251, 1281]
continued-from-label: Continued from page 8 [601, 604, 716, 617]
story-number: No #16 [516, 259, 560, 274]
story-paragraph: He highlighted the issue of weakness in Copyright enforcement and lack of payment in terms of royalties and compensations for well-being of artist community. He reiterated that IPO must take measures in this regard. - APP [263, 1432, 504, 1461]
continued-from-label: Continued from page 1 [854, 615, 969, 628]
story-body [769, 1314, 1010, 1535]
story-body [263, 1484, 504, 1522]
story-paragraph: India has suggested that cross-border links may have been involved in the attack, although it has not provided concrete evidence. In contrast, Pakistan has strongly denied any involvement. [769, 1487, 1010, 1516]
story-header [10, 54, 251, 71]
story-header [263, 1121, 504, 1138]
story-header [10, 1284, 251, 1301]
story-body [10, 1027, 251, 1142]
story-paragraph: The Shehbaz Sharif administration has not just steadied the economic ship; it has begun charting a path towards sustainable prosperity. As the global community increasingly acknowledges Pakistan's potential, the current government finds itself in a stronger position than ever to shape the country's destiny - with credibility, clarity, and confidence [263, 592, 504, 640]
story-paragraph: Criticising India's political motives, he stated: "For the sake of its short-term myopic objectives, it is facilitating this terrorism, it is abetting this perverted creeping ideology. Why? For short-term political objectives." [769, 476, 1010, 505]
continued-from-label: Continued from page 3 [95, 56, 210, 69]
story-number: No #18 [516, 603, 560, 618]
story-paragraph: Attaullah Tarar regarding heightened regional tensions. [769, 1314, 944, 1324]
story-paragraph: Commenting on the win, Shahzain Munir, Executive Director of EBM, said, "At EBM, we believe in the power of purpose-led brands to inspire change and create lasting impact. These accolades reflect our team's passion, creativity, and dedication to elevating our brands and enriching the lives of our consumers." [10, 1075, 251, 1123]
story-paragraph: Moreover, in the wake of heightened tensions between Pakistan and India following the recent incident in Pahalgam, authorities in Pakistan have placed all airports across the country under high alert, significantly ramping up security and surveillance protocols. [516, 846, 757, 885]
story-header [516, 945, 757, 962]
story-paragraph: "And saving a life is tantamount to saving all of humanity. We firmly believe in that. Let me say that the targeting of innocent civilians is surely condemnable and deplorable. This is happening in different parts of the world, and we are expressing our views and policies wherever it occurs." [516, 1022, 757, 1061]
continued-from-label: Continued from page 3 [95, 762, 210, 775]
story-number: No #13 [263, 1122, 307, 1137]
